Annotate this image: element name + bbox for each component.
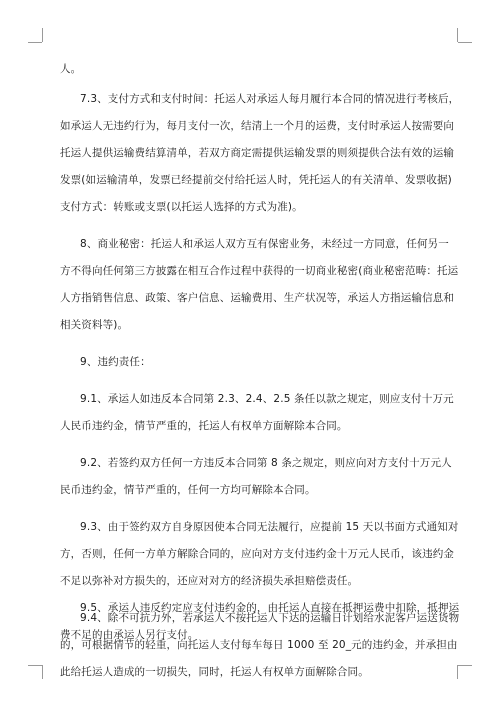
section-9-4-heading: 9.4、除不可抗力外，若承运人不按托运人下达的运输日计划给水泥客户运送货物 [80,612,460,624]
crop-mark-bottom-right [458,665,472,666]
paragraph-line: 相关资料等)。 [60,319,129,331]
paragraph-line: 人。 [60,63,82,75]
section-9-5-heading: 9.5、承运人违反约定应支付违约金的，由托运人直接在抵押运费中扣除，抵押运 [80,602,460,614]
crop-mark-top-right [458,42,472,43]
section-9-2-heading: 9.2、若签约双方任何一方违反本合同第 8 条之规定，则应向对方支付十万元人 [80,457,452,469]
crop-mark-bottom-left [42,665,43,679]
section-8-heading: 8、商业秘密：托运人和承运人双方互有保密业务，未经过一方同意，任何另一 [80,238,449,250]
crop-mark-top-left [28,42,42,43]
paragraph-line: 人方指销售信息、政策、客户信息、运输费用、生产状况等，承运人方指运输信息和 [60,292,455,304]
paragraph-line: 费不足的由承运人另行支付。 [60,629,199,641]
section-9-heading: 9、违约责任： [80,356,151,368]
paragraph-line: 人民币违约金，情节严重的，托运人有权单方面解除本合同。 [60,420,348,432]
paragraph-line: 民币违约金，情节严重的，任何一方均可解除本合同。 [60,484,316,496]
crop-mark-bottom-right [457,665,458,679]
paragraph-line: 支付方式：转账或支票(以托运人选择的方式为准)。 [60,201,303,213]
crop-mark-top-right [457,28,458,42]
paragraph-line: 托运人提供运输费结算清单，若双方商定需提供运输发票的则须提供合法有效的运输 [60,147,455,159]
crop-mark-bottom-left [28,665,42,666]
paragraph-line: 如承运人无违约行为，每月支付一次，结清上一个月的运费，支付时承运人按需要向 [60,120,455,132]
section-9-1-heading: 9.1、承运人如违反本合同第 2.3、2.4、2.5 条任以款之规定，则应支付十万元 [80,393,454,405]
paragraph-line: 的，可根据情节的轻重，向托运人支付每车每日 1000 至 20_元的违约金，并承担由 [60,639,458,651]
paragraph-line: 发票(如运输清单，发票已经提前交付给托运人时，凭托运人的有关清单、发票收据) [60,174,452,186]
crop-mark-top-left [42,28,43,42]
paragraph-line: 方不得向任何第三方披露在相互合作过程中获得的一切商业秘密(商业秘密范畴：托运 [60,265,459,277]
paragraph-line: 此给托运人造成的一切损失，同时，托运人有权单方面解除合同。 [60,666,369,678]
section-7-3-heading: 7.3、支付方式和支付时间：托运人对承运人每月履行本合同的情况进行考核后， [80,93,460,105]
paragraph-line: 不足以弥补对方损失的，还应对对方的经济损失承担赔偿责任。 [60,575,359,587]
paragraph-line: 方，否则，任何一方单方解除合同的，应向对方支付违约金十万元人民币，该违约金 [60,548,455,560]
section-9-3-heading: 9.3、由于签约双方自身原因使本合同无法履行，应提前 15 天以书面方式通知对 [80,521,459,533]
